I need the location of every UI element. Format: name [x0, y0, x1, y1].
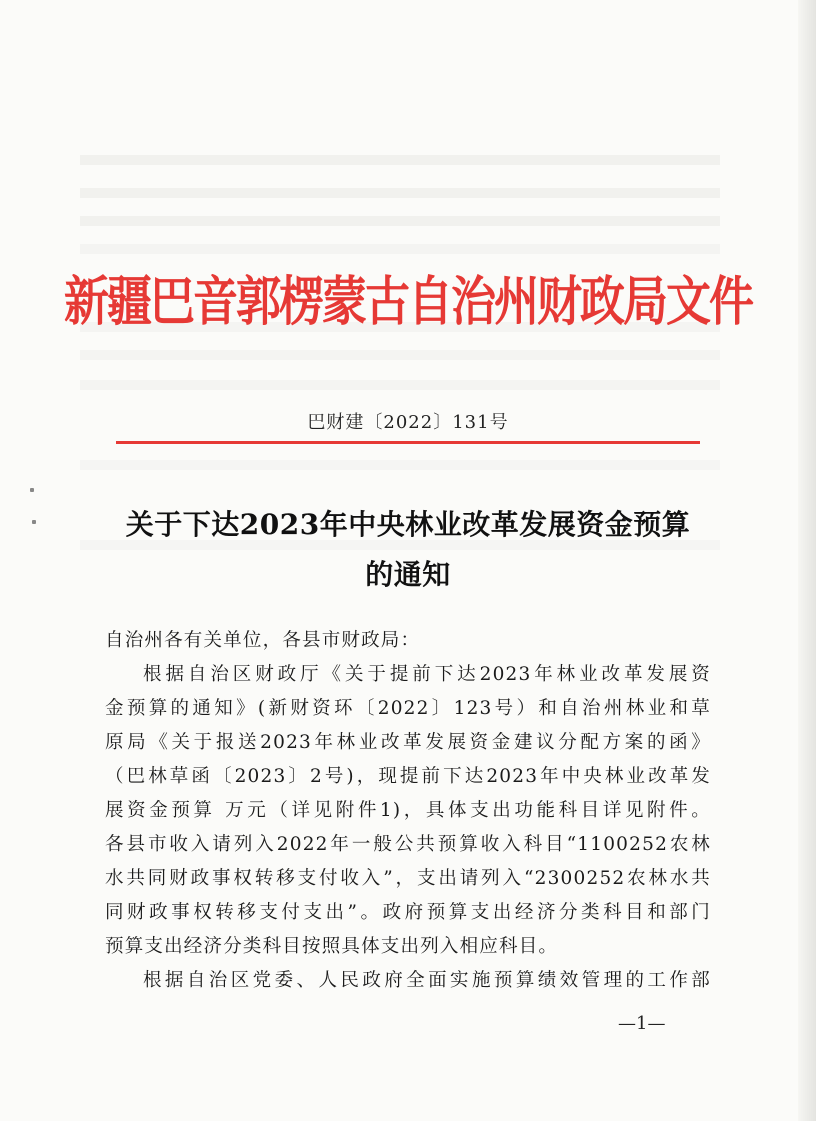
bleed-through-shadow	[80, 460, 720, 470]
body-line: 根据自治区党委、人民政府全面实施预算绩效管理的工作部	[143, 970, 711, 991]
body-line: 原局《关于报送2023年林业改革发展资金建议分配方案的函》	[105, 732, 711, 753]
document-number: 巴财建〔2022〕131号	[307, 412, 509, 433]
document-title-line-2: 的通知	[365, 558, 451, 591]
bleed-through-shadow	[80, 244, 720, 254]
binding-hole-mark	[30, 488, 34, 492]
body-line: 水共同财政事权转移支付收入”，支出请列入“2300252农林水共	[105, 868, 711, 889]
body-line: 展资金预算 万元（详见附件1)，具体支出功能科目详见附件。	[105, 800, 711, 821]
bleed-through-shadow	[80, 350, 720, 360]
body-line: 根据自治区财政厅《关于提前下达2023年林业改革发展资	[143, 664, 711, 685]
bleed-through-shadow	[80, 188, 720, 198]
body-line: 预算支出经济分类科目按照具体支出列入相应科目。	[105, 936, 559, 957]
body-line: 各县市收入请列入2022年一般公共预算收入科目“1100252农林	[105, 834, 711, 855]
bleed-through-shadow	[80, 216, 720, 226]
body-line: 同财政事权转移支付支出”。政府预算支出经济分类科目和部门	[105, 902, 711, 923]
body-line: （巴林草函〔2023〕2号)，现提前下达2023年中央林业改革发	[105, 766, 711, 787]
red-separator-line	[116, 441, 700, 444]
document-masthead: 新疆巴音郭楞蒙古自治州财政局文件	[63, 269, 752, 333]
document-title-line-1: 关于下达2023年中央林业改革发展资金预算	[125, 508, 691, 541]
page-number: —1—	[618, 1013, 666, 1034]
salutation: 自治州各有关单位，各县市财政局：	[105, 630, 421, 651]
bleed-through-shadow	[80, 380, 720, 390]
bleed-through-shadow	[80, 155, 720, 165]
body-line: 金预算的通知》(新财资环〔2022〕123号）和自治州林业和草	[105, 698, 711, 719]
